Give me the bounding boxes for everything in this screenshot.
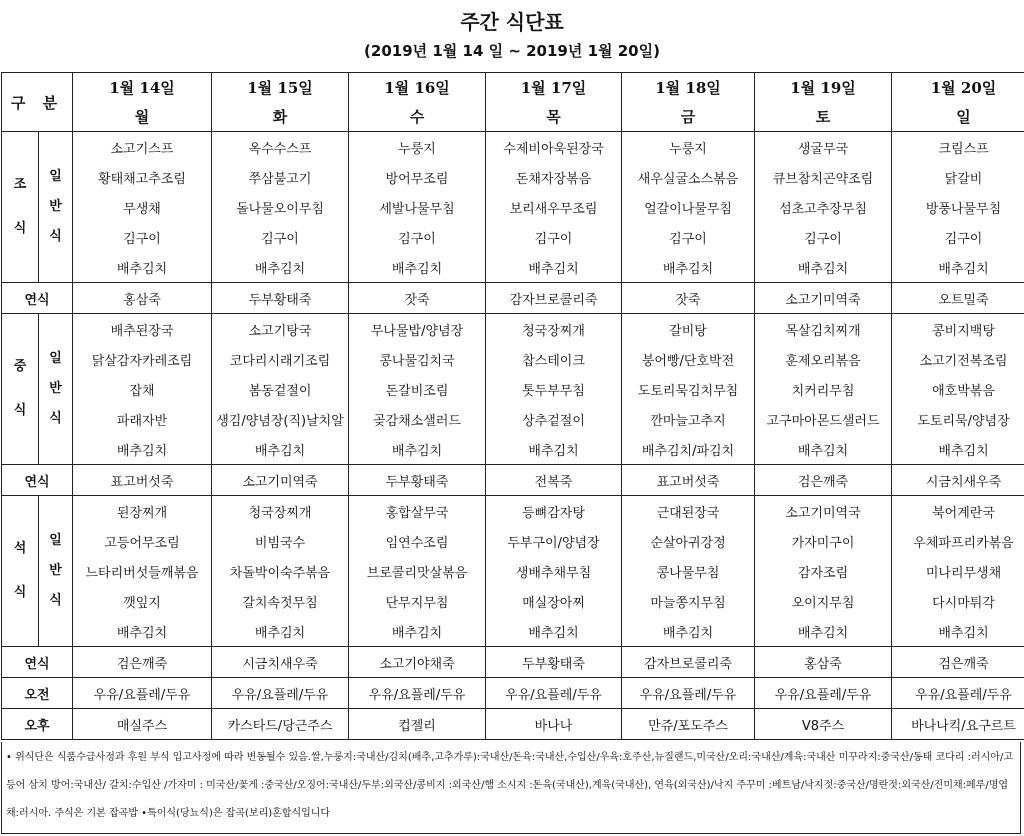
menu-item: 청국장찌개 xyxy=(486,314,622,345)
soft-menu-item: 감자브로콜리죽 xyxy=(622,647,755,678)
menu-item: 고등어무조림 xyxy=(73,526,212,556)
snack-item: 우유/요플레/두유 xyxy=(212,678,349,709)
menu-item: 김구이 xyxy=(349,222,486,252)
soft-menu-item: 감자브로콜리죽 xyxy=(486,283,622,314)
soft-menu-item: 두부황태죽 xyxy=(212,283,349,314)
period-subtitle: (2019년 1월 14 일 ~ 2019년 1월 20일) xyxy=(364,42,660,60)
menu-item: 단무지무침 xyxy=(349,586,486,616)
menu-item: 가자미구이 xyxy=(755,526,892,556)
menu-item: 임연수조림 xyxy=(349,526,486,556)
menu-item: 순살아귀강정 xyxy=(622,526,755,556)
menu-item: 도토리묵/양념장 xyxy=(892,404,1024,434)
menu-item: 세발나물무침 xyxy=(349,192,486,222)
menu-item: 근대된장국 xyxy=(622,496,755,527)
menu-item: 배추김치 xyxy=(755,434,892,465)
menu-item: 김구이 xyxy=(622,222,755,252)
menu-item: 다시마튀각 xyxy=(892,586,1024,616)
menu-item: 콩나물김치국 xyxy=(349,344,486,374)
soft-menu-item: 검은깨죽 xyxy=(892,647,1024,678)
soft-menu-item: 표고버섯죽 xyxy=(622,465,755,496)
snack-item: 우유/요플레/두유 xyxy=(755,678,892,709)
menu-item: 미나리무생채 xyxy=(892,556,1024,586)
menu-item: 무나물밥/양념장 xyxy=(349,314,486,345)
snack-item: 우유/요플레/두유 xyxy=(892,678,1024,709)
menu-item: 치커리무침 xyxy=(755,374,892,404)
menu-item: 김구이 xyxy=(73,222,212,252)
menu-item: 생김/양념장(직)날치알 xyxy=(212,404,349,434)
menu-item: 김구이 xyxy=(212,222,349,252)
menu-item: 콩나물무침 xyxy=(622,556,755,586)
soft-menu-item: 오트밀죽 xyxy=(892,283,1024,314)
soft-menu-item: 표고버섯죽 xyxy=(73,465,212,496)
page-title: 주간 식단표 xyxy=(460,10,564,34)
date-header: 1월 14일 xyxy=(73,73,212,103)
snack-item: 우유/요플레/두유 xyxy=(486,678,622,709)
menu-item: 닭살감자카레조림 xyxy=(73,344,212,374)
menu-item: 청국장찌개 xyxy=(212,496,349,527)
menu-item: 새우실굴소스볶음 xyxy=(622,162,755,192)
menu-item: 소고기스프 xyxy=(73,132,212,163)
menu-item: 황태채고추조림 xyxy=(73,162,212,192)
menu-item: 붕어빵/단호박전 xyxy=(622,344,755,374)
date-header: 1월 15일 xyxy=(212,73,349,103)
menu-item: 생배추채무침 xyxy=(486,556,622,586)
menu-item: 깻잎지 xyxy=(73,586,212,616)
date-header: 1월 18일 xyxy=(622,73,755,103)
menu-item: 느타리버섯들깨볶음 xyxy=(73,556,212,586)
menu-item: 감자조림 xyxy=(755,556,892,586)
soft-menu-item: 홍삼죽 xyxy=(73,283,212,314)
snack-item: 컵젤리 xyxy=(349,709,486,740)
menu-item: 쭈삼불고기 xyxy=(212,162,349,192)
breakfast-soft-label: 연식 xyxy=(2,283,73,314)
snack-item: 우유/요플레/두유 xyxy=(349,678,486,709)
menu-item: 소고기탕국 xyxy=(212,314,349,345)
menu-item: 배추김치 xyxy=(73,616,212,647)
menu-item: 홍합살무국 xyxy=(349,496,486,527)
menu-item: 배추김치 xyxy=(622,616,755,647)
menu-item: 돈갈비조림 xyxy=(349,374,486,404)
menu-item: 애호박볶음 xyxy=(892,374,1024,404)
menu-item: 배추김치 xyxy=(755,616,892,647)
snack-item: 만쥬/포도주스 xyxy=(622,709,755,740)
menu-item: 톳두부무침 xyxy=(486,374,622,404)
breakfast-label: 조 식 xyxy=(2,132,39,283)
weekday-header: 월 xyxy=(73,102,212,132)
menu-item: 상추겉절이 xyxy=(486,404,622,434)
soft-menu-item: 검은깨죽 xyxy=(755,465,892,496)
menu-item: 된장찌개 xyxy=(73,496,212,527)
menu-item: 소고기전복조림 xyxy=(892,344,1024,374)
menu-item: 등뼈감자탕 xyxy=(486,496,622,527)
menu-item: 수제비아욱된장국 xyxy=(486,132,622,163)
dinner-soft-label: 연식 xyxy=(2,647,73,678)
soft-menu-item: 소고기미역죽 xyxy=(212,465,349,496)
menu-item: 찹스테이크 xyxy=(486,344,622,374)
menu-item: 파래자반 xyxy=(73,404,212,434)
menu-item: 배추김치 xyxy=(486,252,622,283)
snack-item: 바나나킥/요구르트 xyxy=(892,709,1024,740)
menu-item: 곶감채소샐러드 xyxy=(349,404,486,434)
footnote-text: • 위식단은 식품수급사정과 후원 부식 입고사정에 따라 변동될수 있음.쌀,누룽지:국내산/김치(배추,고추가루):국내산/돈육:국내산,수입산/우육:호주산,뉴질랜드,미국산/오리:국내산/계육:국내산 미꾸라지:중국산/동태 코다리 :러시아/고등어 삼치 방어:국내산/ 갈치:수입산 /가자미 : 미국산/꽃게 :중국산/오징어:국내산/두부:외국산/콩비지 :외국산/햄 소시지 :돈육(국내산),계육(국내산), 연육(외국산)/낙지 주꾸미 :베트남/낙지젓:중국산/명란젓:외국산/진미채:페루/명엽채:러시아. 주식은 기본 잡곡밥 •특이식(당뇨식)은 잡곡(보리)혼합식입니다 xyxy=(1,742,1021,834)
dinner-label: 석 식 xyxy=(2,496,39,647)
weekday-header: 금 xyxy=(622,102,755,132)
menu-item: 배추김치 xyxy=(486,434,622,465)
lunch-soft-label: 연식 xyxy=(2,465,73,496)
date-header: 1월 16일 xyxy=(349,73,486,103)
breakfast-general-label: 일 반 식 xyxy=(39,132,73,283)
menu-item: 섬초고추장무침 xyxy=(755,192,892,222)
weekday-header: 토 xyxy=(755,102,892,132)
menu-item: 김구이 xyxy=(755,222,892,252)
menu-item: 배추김치 xyxy=(349,434,486,465)
menu-item: 배추김치 xyxy=(73,252,212,283)
soft-menu-item: 소고기미역죽 xyxy=(755,283,892,314)
menu-item: 돌나물오이무침 xyxy=(212,192,349,222)
menu-item: 배추김치 xyxy=(755,252,892,283)
menu-item: 배추김치 xyxy=(349,616,486,647)
menu-item: 생굴무국 xyxy=(755,132,892,163)
gubun-header: 구 분 xyxy=(2,73,73,132)
snack-item: 카스타드/당근주스 xyxy=(212,709,349,740)
morning_snack-label: 오전 xyxy=(2,678,73,709)
menu-item: 봄동겉절이 xyxy=(212,374,349,404)
soft-menu-item: 소고기야채죽 xyxy=(349,647,486,678)
menu-item: 배추김치 xyxy=(622,252,755,283)
weekday-header: 수 xyxy=(349,102,486,132)
menu-item: 배추된장국 xyxy=(73,314,212,345)
menu-item: 두부구이/양념장 xyxy=(486,526,622,556)
menu-item: 배추김치 xyxy=(212,616,349,647)
menu-item: 크림스프 xyxy=(892,132,1024,163)
menu-item: 배추김치 xyxy=(349,252,486,283)
menu-item: 브로콜리맛살볶음 xyxy=(349,556,486,586)
menu-item: 배추김치 xyxy=(212,252,349,283)
lunch-label: 중 식 xyxy=(2,314,39,465)
snack-item: V8주스 xyxy=(755,709,892,740)
soft-menu-item: 잣죽 xyxy=(622,283,755,314)
soft-menu-item: 두부황태죽 xyxy=(486,647,622,678)
menu-item: 닭갈비 xyxy=(892,162,1024,192)
menu-item: 무생채 xyxy=(73,192,212,222)
menu-item: 배추김치 xyxy=(892,616,1024,647)
weekday-header: 화 xyxy=(212,102,349,132)
menu-item: 비빔국수 xyxy=(212,526,349,556)
menu-item: 김구이 xyxy=(486,222,622,252)
menu-item: 배추김치 xyxy=(212,434,349,465)
afternoon_snack-label: 오후 xyxy=(2,709,73,740)
soft-menu-item: 검은깨죽 xyxy=(73,647,212,678)
menu-item: 갈비탕 xyxy=(622,314,755,345)
snack-item: 매실주스 xyxy=(73,709,212,740)
menu-item: 훈제오리볶음 xyxy=(755,344,892,374)
snack-item: 바나나 xyxy=(486,709,622,740)
weekly-menu-table xyxy=(1,72,1024,740)
menu-item: 배추김치/파김치 xyxy=(622,434,755,465)
menu-item: 배추김치 xyxy=(892,434,1024,465)
snack-item: 우유/요플레/두유 xyxy=(73,678,212,709)
menu-item: 북어계란국 xyxy=(892,496,1024,527)
menu-item: 오이지무침 xyxy=(755,586,892,616)
menu-item: 깐마늘고추지 xyxy=(622,404,755,434)
date-header: 1월 19일 xyxy=(755,73,892,103)
soft-menu-item: 홍삼죽 xyxy=(755,647,892,678)
snack-item: 우유/요플레/두유 xyxy=(622,678,755,709)
menu-item: 우체파프리카볶음 xyxy=(892,526,1024,556)
menu-item: 배추김치 xyxy=(73,434,212,465)
menu-item: 도토리묵김치무침 xyxy=(622,374,755,404)
menu-item: 보리새우무조림 xyxy=(486,192,622,222)
weekday-header: 일 xyxy=(892,102,1024,132)
menu-item: 목살김치찌개 xyxy=(755,314,892,345)
menu-item: 갈치속젓무침 xyxy=(212,586,349,616)
date-header: 1월 20일 xyxy=(892,73,1024,103)
soft-menu-item: 전복죽 xyxy=(486,465,622,496)
lunch-general-label: 일 반 식 xyxy=(39,314,73,465)
menu-item: 차돌박이숙주볶음 xyxy=(212,556,349,586)
menu-item: 얼갈이나물무침 xyxy=(622,192,755,222)
soft-menu-item: 시금치새우죽 xyxy=(212,647,349,678)
menu-item: 방어무조림 xyxy=(349,162,486,192)
menu-item: 마늘쫑지무침 xyxy=(622,586,755,616)
menu-item: 누룽지 xyxy=(622,132,755,163)
menu-item: 배추김치 xyxy=(892,252,1024,283)
menu-item: 큐브참치곤약조림 xyxy=(755,162,892,192)
date-header: 1월 17일 xyxy=(486,73,622,103)
soft-menu-item: 두부황태죽 xyxy=(349,465,486,496)
menu-item: 매실장아찌 xyxy=(486,586,622,616)
weekday-header: 목 xyxy=(486,102,622,132)
soft-menu-item: 시금치새우죽 xyxy=(892,465,1024,496)
menu-item: 방풍나물무침 xyxy=(892,192,1024,222)
menu-item: 배추김치 xyxy=(486,616,622,647)
menu-item: 고구마아몬드샐러드 xyxy=(755,404,892,434)
menu-item: 잡채 xyxy=(73,374,212,404)
menu-item: 누룽지 xyxy=(349,132,486,163)
menu-item: 코다리시래기조림 xyxy=(212,344,349,374)
menu-item: 콩비지백탕 xyxy=(892,314,1024,345)
dinner-general-label: 일 반 식 xyxy=(39,496,73,647)
menu-item: 김구이 xyxy=(892,222,1024,252)
menu-item: 소고기미역국 xyxy=(755,496,892,527)
menu-item: 옥수수스프 xyxy=(212,132,349,163)
soft-menu-item: 잣죽 xyxy=(349,283,486,314)
menu-item: 돈채자장볶음 xyxy=(486,162,622,192)
